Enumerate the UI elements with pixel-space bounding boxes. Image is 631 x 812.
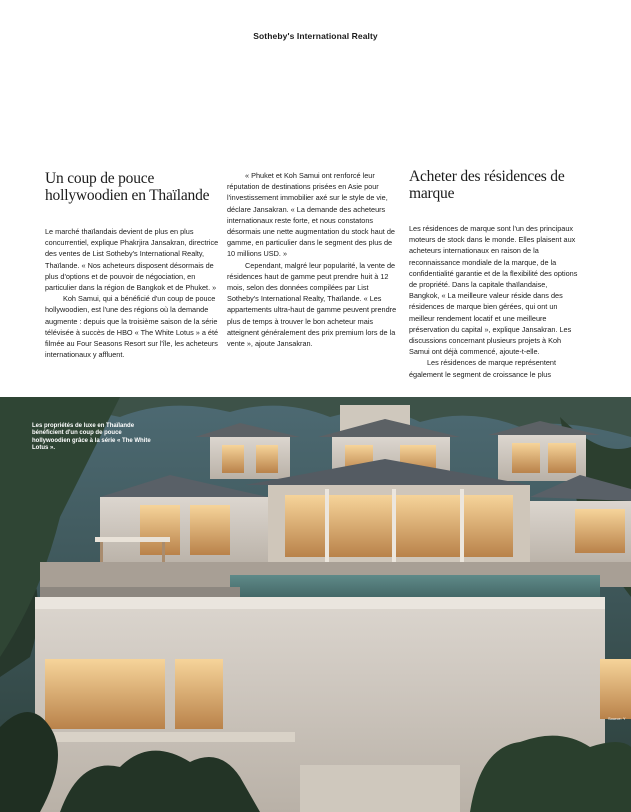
photo-caption: Les propriétés de luxe en Thaïlande bénéficient d'un coup de pouce hollywoodien grâce à la série « The White Lotus ». bbox=[32, 423, 151, 452]
paragraph: Les résidences de marque représentent également le segment de croissance le plus bbox=[409, 358, 556, 379]
column-1 bbox=[45, 166, 223, 360]
masthead: Sotheby's International Realty bbox=[253, 31, 378, 41]
heading-hollywood-boost: Un coup de pouce hollywoodien en Thaïlande bbox=[45, 170, 210, 204]
paragraph: Cependant, malgré leur popularité, la vente de résidences haut de gamme peut prendre huit à 12 mois, selon des données compilées par List Sotheby's International Realty, Thaïlande. « Les appartements ultra-haut de gamme peuvent prendre plus de temps à trouver le bon acheteur mais atteignent généralement des prix premium lors de la vente », ajoute Jansakran. bbox=[227, 260, 397, 349]
paragraph: Koh Samui, qui a bénéficié d'un coup de pouce hollywoodien, est l'une des régions où la demande augmente : depuis que la troisième saison de la série télévisée à succès de HBO « The White Lotus » a été filmée au Four Seasons Resort sur l'île, les acheteurs internationaux y affluent. bbox=[45, 294, 219, 360]
villa-photo bbox=[0, 397, 631, 812]
paragraph: Le marché thaïlandais devient de plus en plus concurrentiel, explique Phakrjira Jansakran, directrice des ventes de List Sotheby's International Realty, Thaïlande. « Nos acheteurs disposent désormais de plus d'options et de pouvoir de négociation, en particulier dans la région de Bangkok et de Phuket. » bbox=[45, 227, 219, 293]
column-3 bbox=[409, 166, 579, 380]
photo-credit: Source: Y bbox=[608, 716, 626, 721]
paragraph: « Phuket et Koh Samui ont renforcé leur réputation de destinations prisées en Asie pour l'investissement immobilier axé sur le style de vie, déclare Jansakran. « La demande des acheteurs internationaux reste forte, et nous constatons désormais une nette augmentation du stock haut de gamme, en particulier dans le segment des plus de 10 millions USD. » bbox=[227, 171, 395, 259]
paragraph: Les résidences de marque sont l'un des principaux moteurs de stock dans le monde. Elles plaisent aux acheteurs internationaux en raison de la reconnaissance mondiale de la marque, de la confidentialité garantie et de la flexibilité des options de propriété. Dans la capitale thaïlandaise, Bangkok, « La meilleure valeur réside dans des résidences de marque bien gérées, qui ont un meilleur rendement locatif et une meilleure préservation du capital », explique Jansakran. Les discussions concernant plusieurs projets à Koh Samui ont déjà commencé, ajoute-t-elle. bbox=[409, 224, 578, 357]
column-2 bbox=[227, 170, 401, 349]
heading-branded-residences: Acheter des résidences de marque bbox=[409, 168, 565, 202]
